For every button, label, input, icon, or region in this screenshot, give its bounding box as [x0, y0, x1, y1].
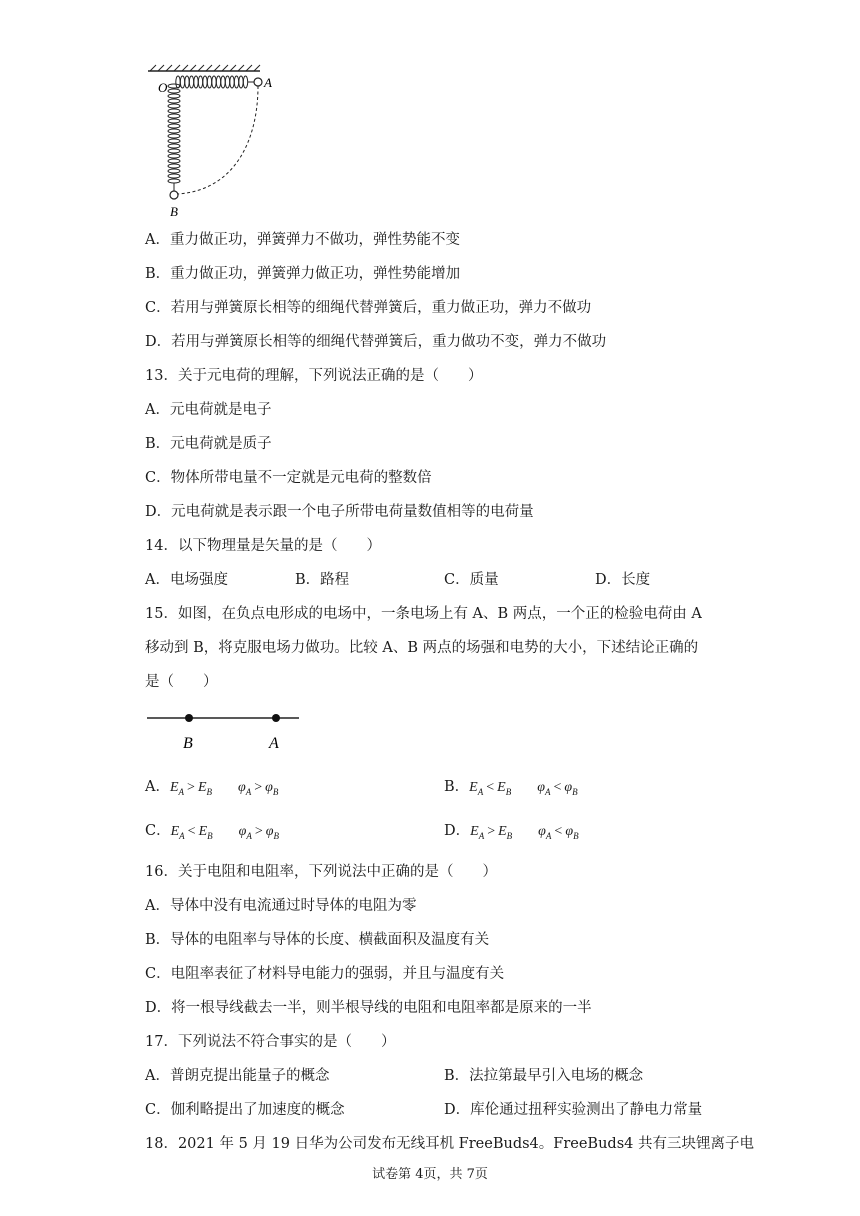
q16-stem: 16．关于电阻和电阻率，下列说法中正确的是（ ） [145, 864, 497, 880]
q15-option-c: C．$E_A < E_B$ $\varphi_A > \varphi_B$ [145, 823, 280, 841]
q13-option-c: C．物体所带电量不一定就是元电荷的整数倍 [145, 470, 432, 486]
q13-stem: 13．关于元电荷的理解，下列说法正确的是（ ） [145, 368, 483, 384]
q15-stem-line3: 是（ ） [145, 674, 218, 690]
q13-option-a: A．元电荷就是电子 [145, 402, 272, 418]
q18-stem-line1: 18．2021 年 5 月 19 日华为公司发布无线耳机 FreeBuds4。FreeBuds4 共有三块锂离子电 [145, 1136, 754, 1152]
label-a: A [264, 75, 272, 90]
page-footer: 试卷第 4页，共 7页 [372, 1167, 488, 1182]
fig-label-a: A [269, 735, 279, 752]
q14-option-c: C．质量 [444, 572, 499, 588]
q12-option-c: C．若用与弹簧原长相等的细绳代替弹簧后，重力做正功，弹力不做功 [145, 300, 592, 316]
q17-option-b: B．法拉第最早引入电场的概念 [444, 1068, 644, 1084]
q14-option-a: A．电场强度 [145, 572, 228, 588]
q14-option-d: D．长度 [595, 572, 651, 588]
q17-stem: 17．下列说法不符合事实的是（ ） [145, 1034, 396, 1050]
q14-option-b: B．路程 [295, 572, 350, 588]
q16-option-c: C．电阻率表征了材料导电能力的强弱，并且与温度有关 [145, 966, 505, 982]
q13-option-d: D．元电荷就是表示跟一个电子所带电荷量数值相等的电荷量 [145, 504, 534, 520]
q15-option-a: A．$E_A > E_B$ $\varphi_A > \varphi_B$ [145, 779, 279, 797]
q15-option-b: B．$E_A < E_B$ $\varphi_A < \varphi_B$ [444, 779, 578, 797]
field-line-figure [145, 706, 305, 754]
q17-option-c: C．伽利略提出了加速度的概念 [145, 1102, 345, 1118]
q13-option-b: B．元电荷就是质子 [145, 436, 272, 452]
q16-option-d: D．将一根导线截去一半，则半根导线的电阻和电阻率都是原来的一半 [145, 1000, 592, 1016]
label-o: O [158, 80, 168, 95]
q16-option-b: B．导体的电阻率与导体的长度、横截面积及温度有关 [145, 932, 490, 948]
q15-stem-line2: 移动到 B，将克服电场力做功。比较 A、B 两点的场强和电势的大小，下述结论正确的 [145, 640, 699, 656]
q17-option-a: A．普朗克提出能量子的概念 [145, 1068, 330, 1084]
spring-pendulum-figure [140, 60, 280, 220]
q12-option-d: D．若用与弹簧原长相等的细绳代替弹簧后，重力做功不变，弹力不做功 [145, 334, 607, 350]
q15-stem-line1: 15．如图，在负点电形成的电场中，一条电场上有 A、B 两点，一个正的检验电荷由 A [145, 606, 702, 622]
q16-option-a: A．导体中没有电流通过时导体的电阻为零 [145, 898, 417, 914]
q17-option-d: D．库伦通过扭秤实验测出了静电力常量 [444, 1102, 703, 1118]
q14-stem: 14．以下物理量是矢量的是（ ） [145, 538, 381, 554]
fig-label-b: B [183, 735, 193, 752]
q12-option-a: A．重力做正功，弹簧弹力不做功，弹性势能不变 [145, 232, 460, 248]
q12-option-b: B．重力做正功，弹簧弹力做正功，弹性势能增加 [145, 266, 461, 282]
q15-option-d: D．$E_A > E_B$ $\varphi_A < \varphi_B$ [444, 823, 579, 841]
label-b: B [170, 204, 178, 219]
